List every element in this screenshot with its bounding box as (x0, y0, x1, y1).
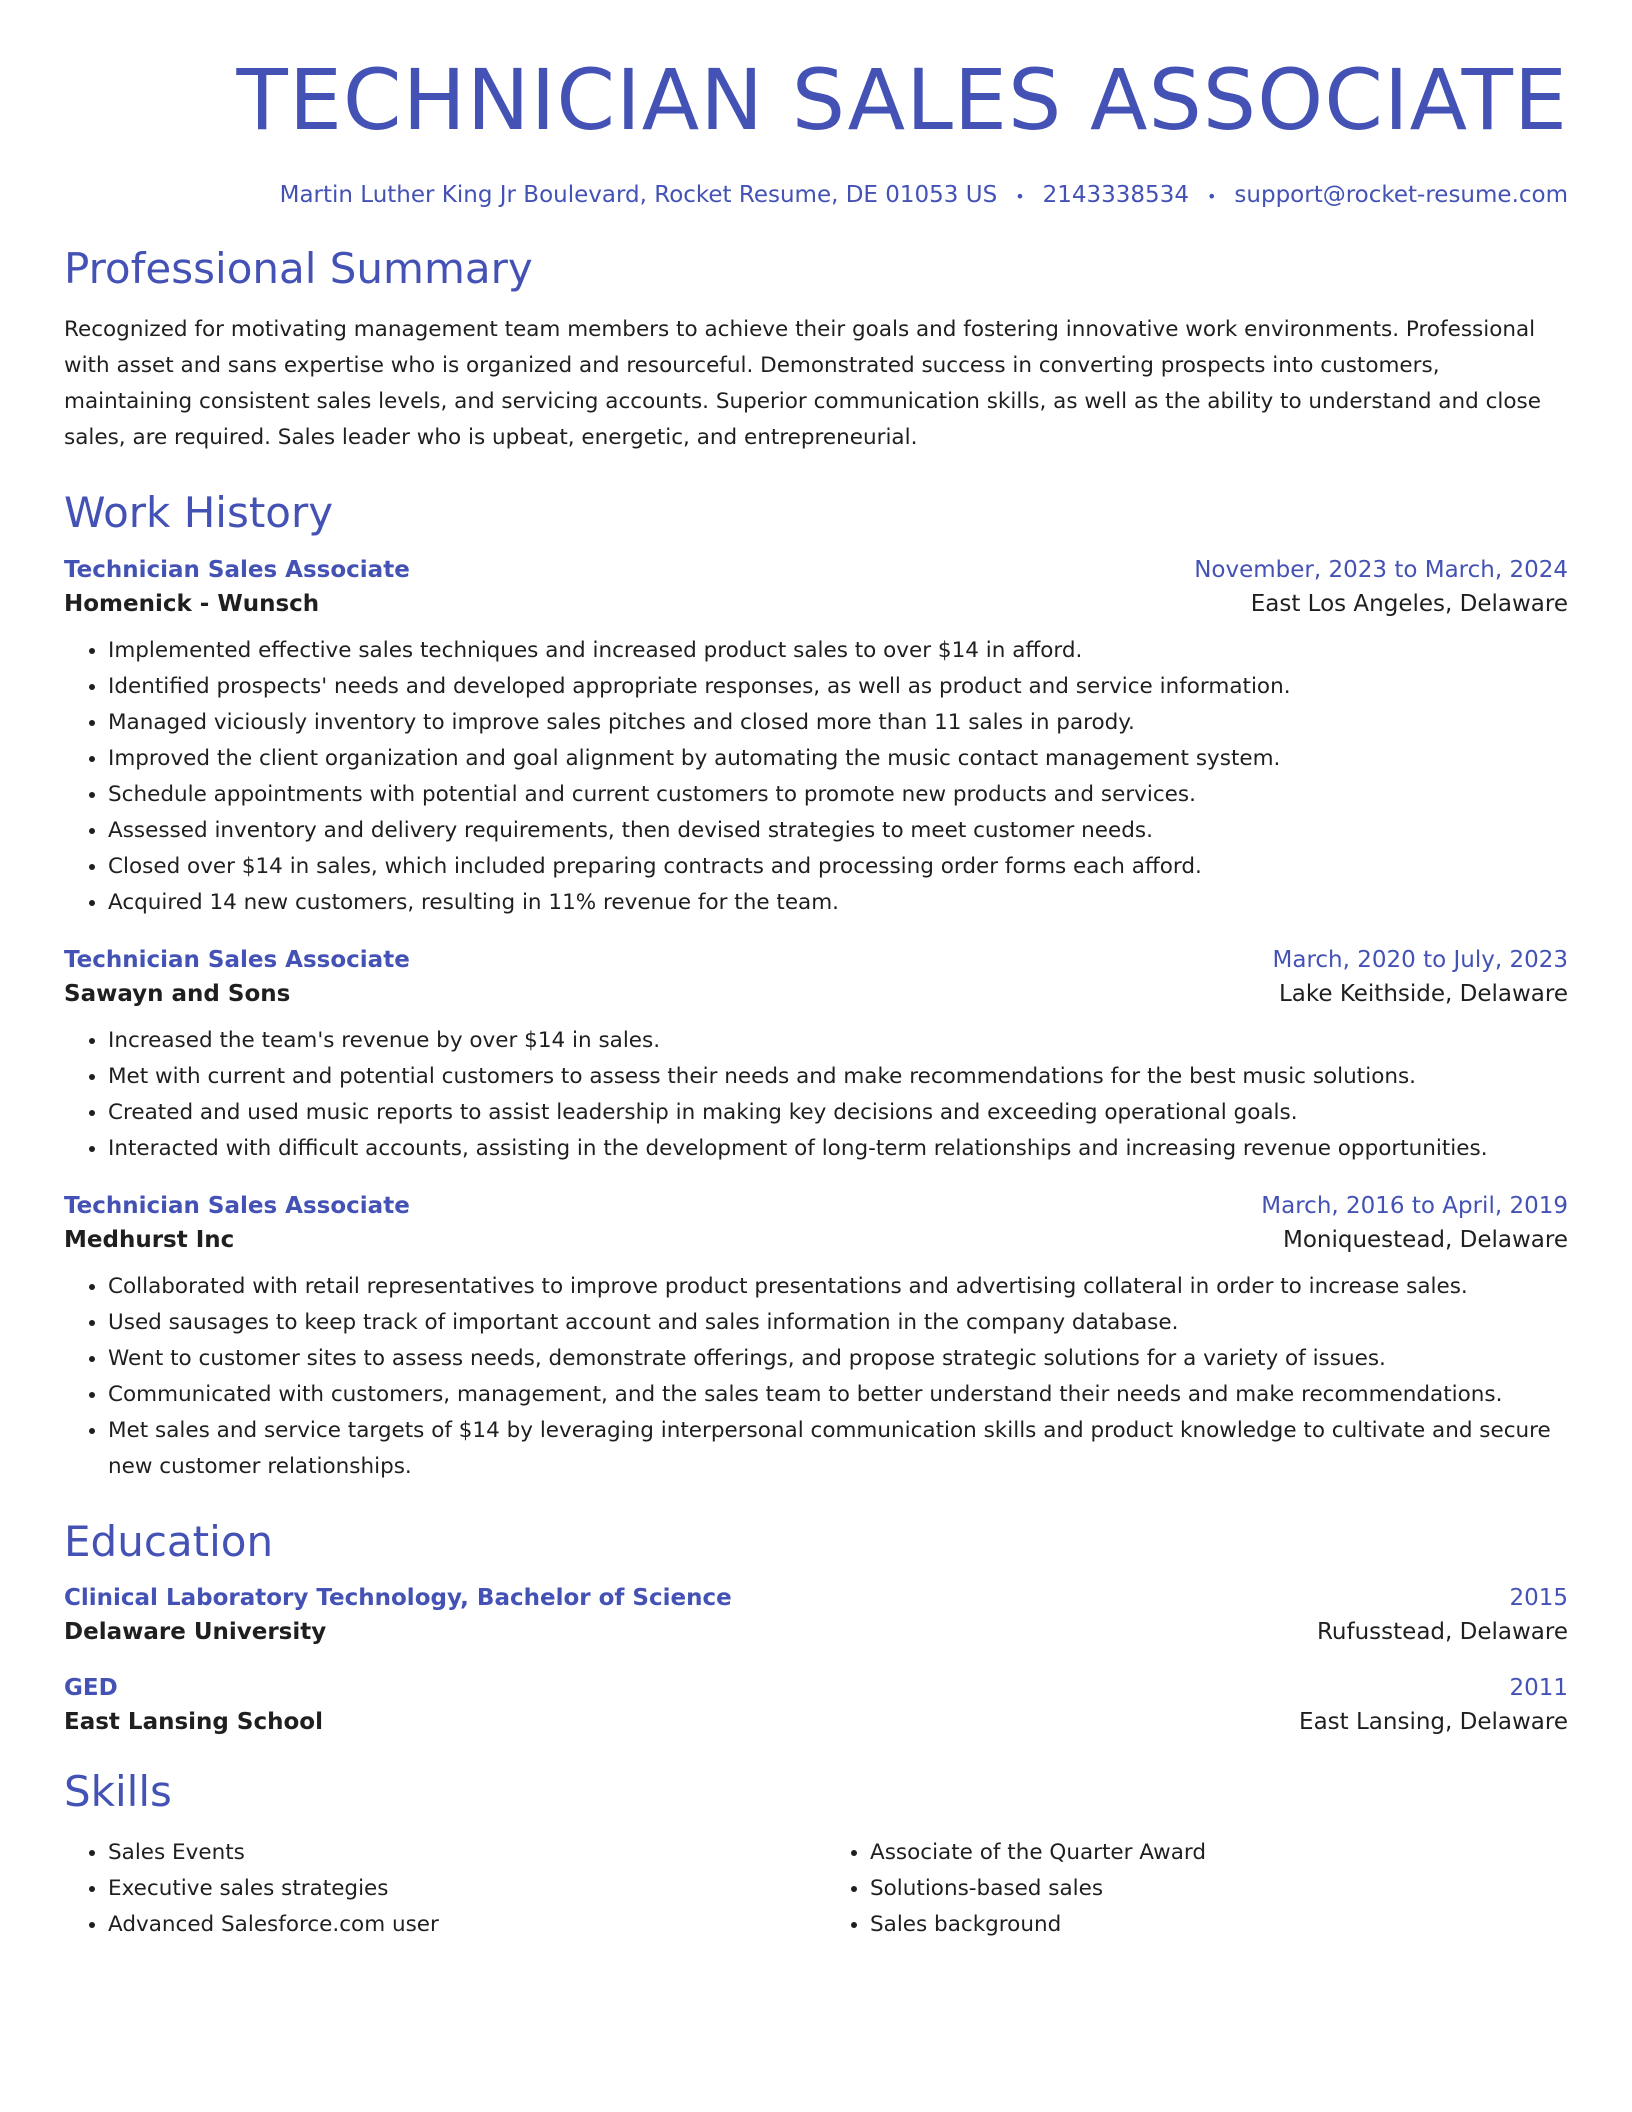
skills-section (64, 1766, 1568, 1943)
list-item: • Implemented effective sales techniques and increased product sales to over $14 in afford. (108, 633, 1568, 669)
list-item: • Associate of the Quarter Award (870, 1835, 1568, 1871)
list-item: • Advanced Salesforce.com user (108, 1907, 806, 1943)
skills-grid (64, 1835, 1568, 1943)
job-title-row (64, 947, 1568, 973)
job-employer: Medhurst Inc (64, 1226, 235, 1253)
job-dates: March, 2020 to July, 2023 (1272, 946, 1568, 973)
list-item: • Identified prospects' needs and developed appropriate responses, as well as product and service information. (108, 669, 1568, 705)
contact-line (64, 182, 1568, 212)
list-item: • Assessed inventory and delivery requirements, then devised strategies to meet customer needs. (108, 813, 1568, 849)
contact-email: support@rocket-resume.com (1234, 182, 1568, 209)
work-history-heading: Work History (64, 488, 334, 538)
job-dates: November, 2023 to March, 2024 (1194, 556, 1568, 583)
job-employer: Sawayn and Sons (64, 980, 291, 1007)
education-location: East Lansing, Delaware (1299, 1708, 1568, 1735)
list-item: • Met with current and potential customers to assess their needs and make recommendations for the best music solutions. (108, 1059, 1568, 1095)
job-location: Lake Keithside, Delaware (1278, 980, 1568, 1007)
education-degree-row (64, 1585, 1568, 1611)
job-location: Moniquestead, Delaware (1282, 1226, 1568, 1253)
job-bullets (64, 1269, 1568, 1485)
job-title: Technician Sales Associate (64, 556, 410, 583)
list-item: • Managed viciously inventory to improve sales pitches and closed more than 11 sales in parody. (108, 705, 1568, 741)
contact-address: Martin Luther King Jr Boulevard, Rocket Resume, DE 01053 US (279, 182, 998, 209)
summary-heading: Professional Summary (64, 244, 533, 294)
list-item: • Went to customer sites to assess needs, demonstrate offerings, and propose strategic solutions for a variety of issues. (108, 1341, 1568, 1377)
job-location: East Los Angeles, Delaware (1250, 590, 1568, 617)
list-item: • Sales Events (108, 1835, 806, 1871)
contact-separator-1: • (1015, 187, 1025, 207)
job-title: Technician Sales Associate (64, 1192, 410, 1219)
job-entry (64, 557, 1568, 921)
list-item: • Used sausages to keep track of important account and sales information in the company database. (108, 1305, 1568, 1341)
list-item: • Collaborated with retail representatives to improve product presentations and advertising collateral in order to increase sales. (108, 1269, 1568, 1305)
education-school-row (64, 1709, 1568, 1735)
list-item: • Schedule appointments with potential and current customers to promote new products and services. (108, 777, 1568, 813)
list-item: • Increased the team's revenue by over $14 in sales. (108, 1023, 1568, 1059)
list-item: • Closed over $14 in sales, which included preparing contracts and processing order forms each afford. (108, 849, 1568, 885)
job-bullets (64, 633, 1568, 921)
list-item: • Created and used music reports to assist leadership in making key decisions and exceeding operational goals. (108, 1095, 1568, 1131)
list-item: • Improved the client organization and goal alignment by automating the music contact management system. (108, 741, 1568, 777)
education-school-row (64, 1619, 1568, 1645)
resume-header (64, 51, 1568, 212)
list-item: • Acquired 14 new customers, resulting in 11% revenue for the team. (108, 885, 1568, 921)
skills-heading: Skills (64, 1766, 172, 1816)
list-item: • Communicated with customers, management, and the sales team to better understand their needs and make recommendations. (108, 1377, 1568, 1413)
job-employer-row (64, 591, 1568, 617)
job-entry (64, 947, 1568, 1167)
job-bullets (64, 1023, 1568, 1167)
education-section (64, 1516, 1568, 1735)
education-entry (64, 1675, 1568, 1735)
job-employer-row (64, 981, 1568, 1007)
education-entry (64, 1585, 1568, 1645)
education-location: Rufusstead, Delaware (1316, 1618, 1568, 1645)
job-title: Technician Sales Associate (64, 946, 410, 973)
education-school: East Lansing School (64, 1708, 323, 1735)
summary-text: Recognized for motivating management team members to achieve their goals and fostering innovative work environments. Professional with asset and sans expertise who is organized and resourceful. Demonstrated success in converting prospects into customers, maintaining consistent sales levels, and servicing accounts. Superior communication skills, as well as the ability to understand and close sales, are required. Sales leader who is upbeat, energetic, and entrepreneurial. (64, 317, 1541, 451)
list-item: • Solutions-based sales (870, 1871, 1568, 1907)
education-school: Delaware University (64, 1618, 327, 1645)
contact-phone: 2143338534 (1042, 182, 1189, 209)
job-dates: March, 2016 to April, 2019 (1261, 1192, 1568, 1219)
education-degree: Clinical Laboratory Technology, Bachelor of Science (64, 1584, 732, 1611)
list-item: • Met sales and service targets of $14 by leveraging interpersonal communication skills and product knowledge to cultivate and secure new customer relationships. (108, 1413, 1568, 1485)
list-item: • Sales background (870, 1907, 1568, 1943)
education-year: 2011 (1509, 1674, 1568, 1701)
skills-list-right (826, 1835, 1568, 1943)
contact-separator-2: • (1206, 187, 1217, 207)
summary-section (64, 246, 1568, 456)
education-degree-row (64, 1675, 1568, 1701)
education-heading: Education (64, 1516, 274, 1566)
job-title-row (64, 557, 1568, 583)
work-history-section (64, 490, 1568, 1484)
resume-title: TECHNICIAN SALES ASSOCIATE (236, 51, 1568, 149)
list-item: • Interacted with difficult accounts, assisting in the development of long-term relationships and increasing revenue opportunities. (108, 1131, 1568, 1167)
education-degree: GED (64, 1674, 118, 1701)
job-employer: Homenick - Wunsch (64, 590, 320, 617)
job-title-row (64, 1193, 1568, 1219)
education-year: 2015 (1509, 1584, 1568, 1611)
job-entry (64, 1193, 1568, 1485)
job-employer-row (64, 1227, 1568, 1253)
skills-list-left (64, 1835, 806, 1943)
list-item: • Executive sales strategies (108, 1871, 806, 1907)
